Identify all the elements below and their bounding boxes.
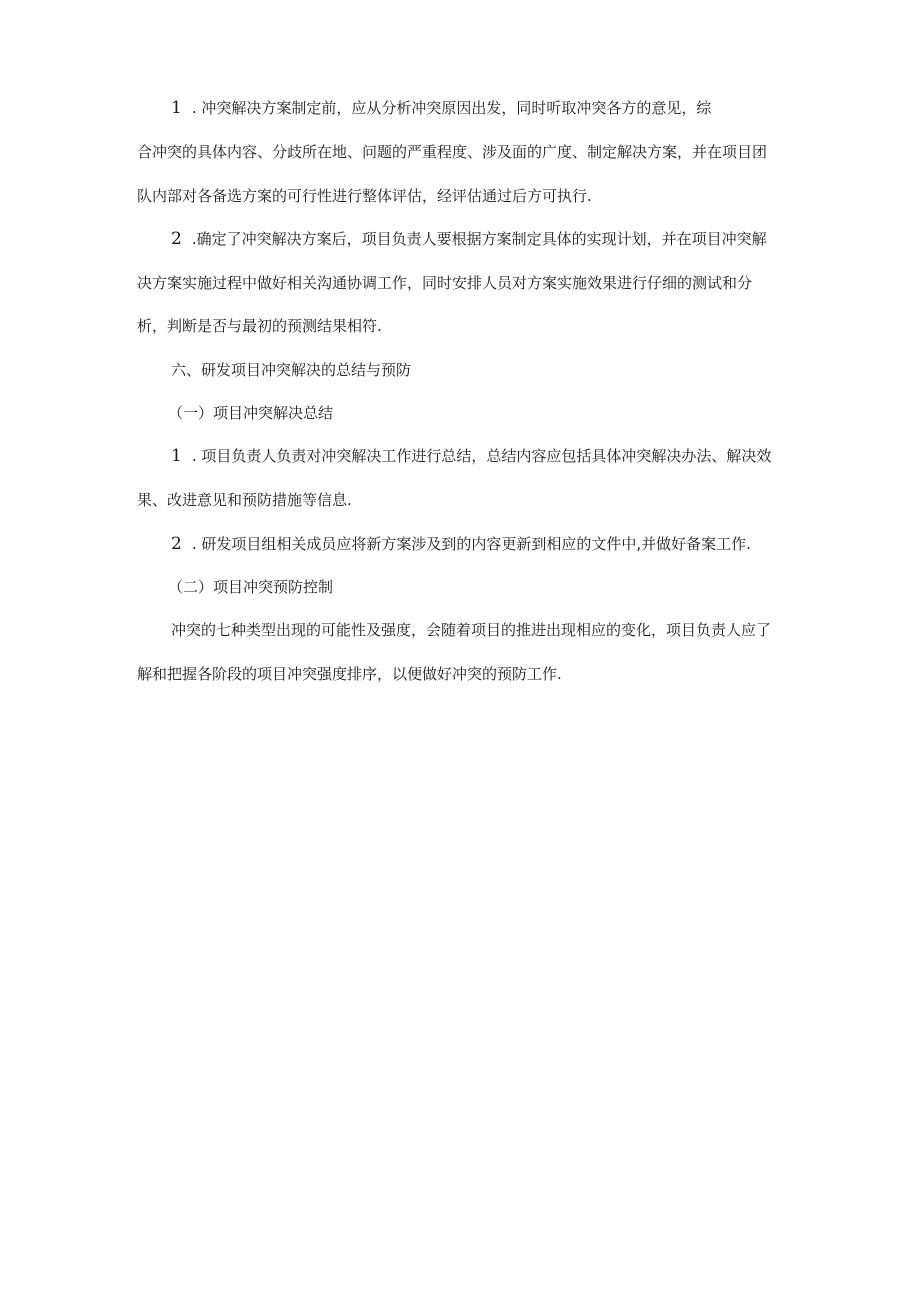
para2-line2: 决方案实施过程中做好相关沟通协调工作，同时安排人员对方案实施效果进行仔细的测试和分 xyxy=(137,274,753,292)
para3-number: 1 xyxy=(171,446,182,466)
para4-number: 2 xyxy=(171,534,182,554)
para4-line1 xyxy=(171,534,751,554)
para1-number: 1 xyxy=(171,98,182,118)
para1-line2: 合冲突的具体内容、分歧所在地、问题的严重程度、涉及面的广度、制定解决方案，并在项目团 xyxy=(137,143,768,161)
para1-text-1: . 冲突解决方案制定前，应从分析冲突原因出发，同时听取冲突各方的意见，综 xyxy=(191,99,712,117)
para2-text-1: .确定了冲突解决方案后，项目负责人要根据方案制定具体的实现计划，并在项目冲突解 xyxy=(191,230,767,248)
para1-line1 xyxy=(171,98,711,118)
para5-line2: 解和把握各阶段的项目冲突强度排序，以便做好冲突的预防工作. xyxy=(137,665,562,683)
subsection-heading-1: （一）项目冲突解决总结 xyxy=(168,404,334,422)
para2-line1 xyxy=(171,229,767,249)
para3-line2: 果、改进意见和预防措施等信息. xyxy=(137,491,352,509)
subsection-heading-2: （二）项目冲突预防控制 xyxy=(168,578,334,596)
para3-line1 xyxy=(171,446,771,466)
para1-line3: 队内部对各备选方案的可行性进行整体评估，经评估通过后方可执行. xyxy=(137,187,592,205)
para2-number: 2 xyxy=(171,229,182,249)
para5-line1: 冲突的七种类型出现的可能性及强度，会随着项目的推进出现相应的变化，项目负责人应了 xyxy=(171,621,772,639)
section-heading-6: 六、研发项目冲突解决的总结与预防 xyxy=(171,361,412,379)
para3-text-1: . 项目负责人负责对冲突解决工作进行总结，总结内容应包括具体冲突解决办法、解决效 xyxy=(191,447,772,465)
para4-text-1: . 研发项目组相关成员应将新方案涉及到的内容更新到相应的文件中,并做好备案工作. xyxy=(191,535,751,553)
para2-line3: 析，判断是否与最初的预测结果相符. xyxy=(137,317,382,335)
